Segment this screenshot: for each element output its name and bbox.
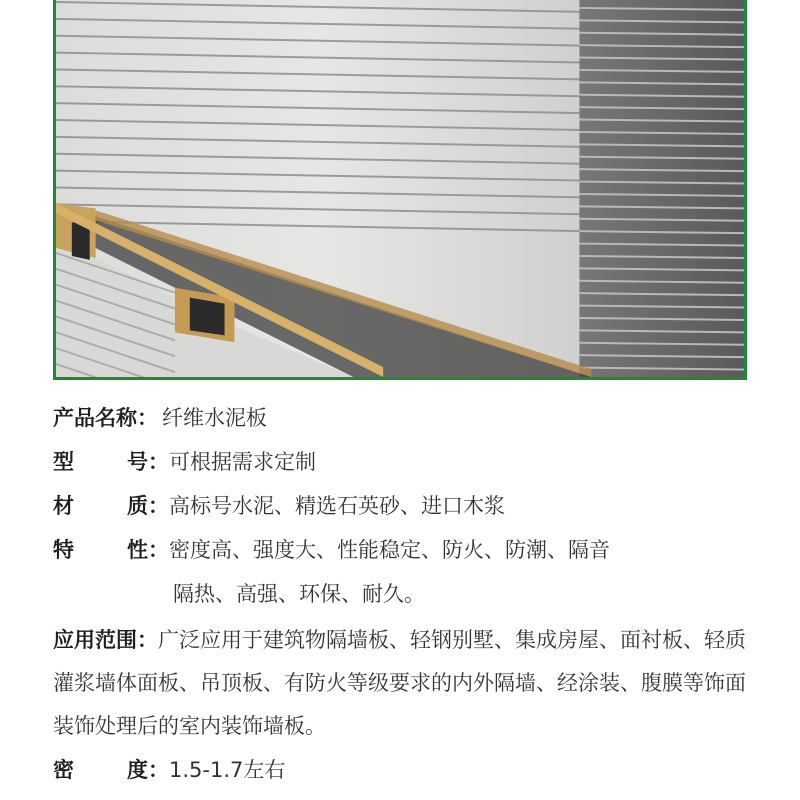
spec-row-feature — [53, 528, 753, 572]
material-value: 高标号水泥、精选石英砂、进口木浆 — [169, 494, 505, 518]
feature-label — [53, 528, 169, 572]
model-label — [53, 440, 169, 484]
spec-row-feature-cont — [53, 572, 753, 616]
feature-value-line1: 密度高、强度大、性能稳定、防火、防潮、隔音 — [169, 538, 610, 562]
spec-row-model — [53, 440, 753, 484]
density-value: 1.5-1.7左右 — [169, 758, 286, 782]
application-value: 广泛应用于建筑物隔墙板、轻钢别墅、集成房屋、面衬板、轻质灌浆墙体面板、吊顶板、有防火等级要求的内外隔墙、经涂装、腹膜等饰面装饰处理后的室内装饰墙板。 — [53, 628, 746, 738]
density-label — [53, 748, 169, 792]
feature-label-char: 特 — [53, 538, 74, 562]
name-label: 产品名称： — [53, 406, 158, 430]
spec-row-density — [53, 748, 753, 792]
product-photo — [53, 0, 747, 380]
spec-row-name — [53, 396, 753, 440]
feature-label-rest: 性： — [127, 538, 169, 562]
spec-row-material — [53, 484, 753, 528]
material-label-char: 材 — [53, 494, 74, 518]
spec-row-application — [53, 619, 753, 748]
product-specs — [53, 396, 753, 792]
feature-value-line2: 隔热、高强、环保、耐久。 — [173, 582, 425, 606]
model-value: 可根据需求定制 — [169, 450, 316, 474]
material-label-rest: 质： — [127, 494, 169, 518]
application-label: 应用范围： — [53, 628, 158, 652]
density-label-char: 密 — [53, 758, 74, 782]
name-value: 纤维水泥板 — [162, 406, 267, 430]
model-label-rest: 号： — [127, 450, 169, 474]
density-label-rest: 度： — [127, 758, 169, 782]
material-label — [53, 484, 169, 528]
model-label-char: 型 — [53, 450, 74, 474]
fiber-cement-board-stack-photo — [56, 0, 744, 377]
